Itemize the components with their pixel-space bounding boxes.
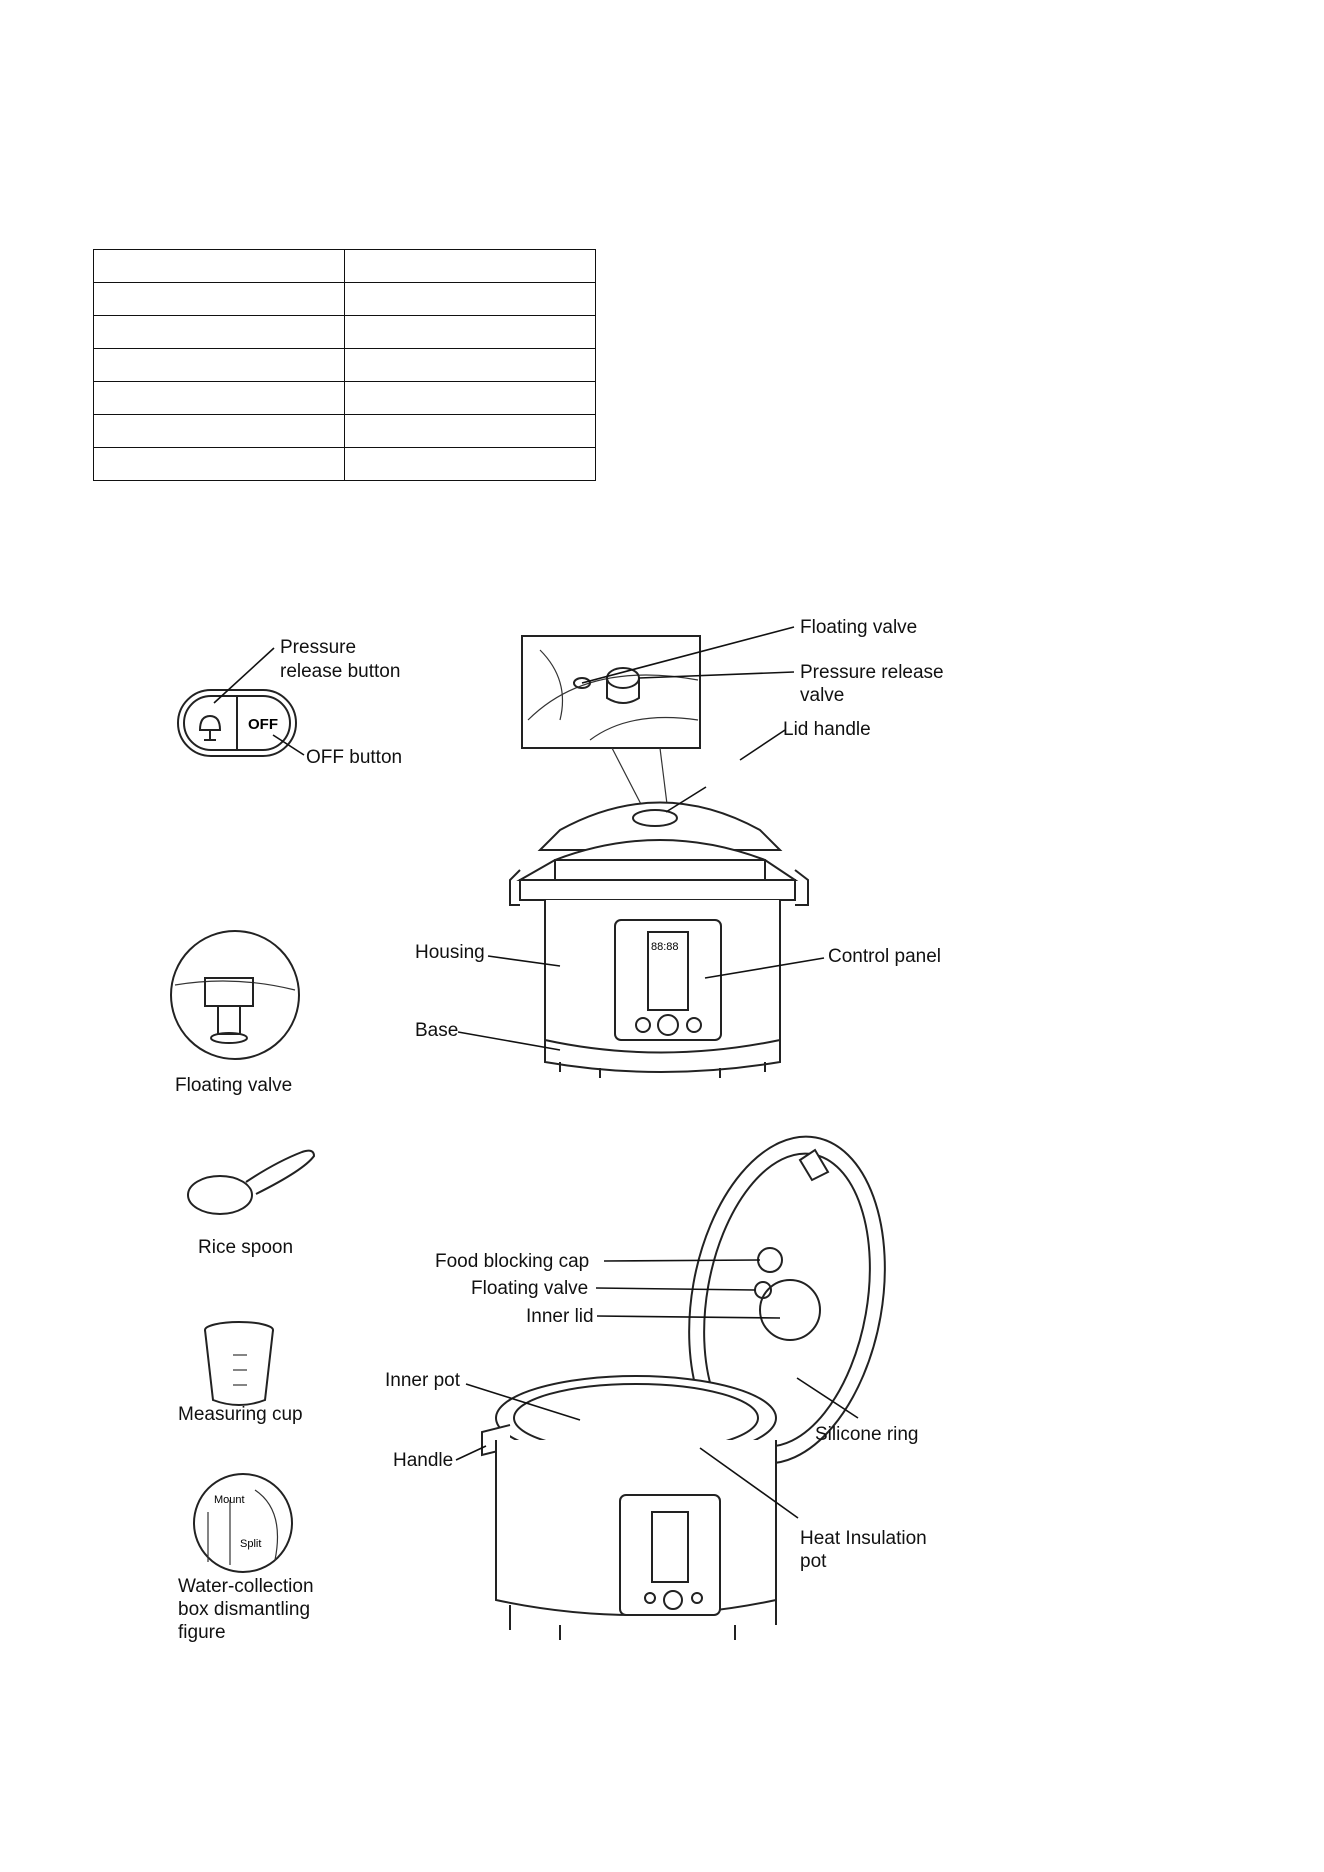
label-floating-valve-top: Floating valve — [800, 617, 918, 638]
label-split: Split — [240, 1538, 262, 1550]
label-lid-handle: Lid handle — [783, 719, 871, 740]
label-control-panel: Control panel — [828, 946, 942, 967]
button-panel-illustration — [178, 690, 296, 756]
label-mount: Mount — [214, 1494, 245, 1506]
label-housing: Housing — [415, 942, 485, 963]
label-food-blocking-cap: Food blocking cap — [435, 1251, 590, 1272]
label-pressure-release-button: Pressure release button — [280, 637, 401, 682]
label-pressure-release-valve: Pressure release valve — [800, 662, 944, 706]
label-measuring-cup: Measuring cup — [178, 1404, 303, 1425]
off-glyph: OFF — [248, 716, 278, 733]
label-inner-lid: Inner lid — [526, 1306, 594, 1327]
cooker-open-illustration — [482, 1121, 909, 1640]
label-floating-valve-lid: Floating valve — [471, 1278, 589, 1299]
label-off-button: OFF button — [306, 747, 403, 768]
floating-valve-part-illustration — [171, 931, 299, 1059]
control-panel — [615, 920, 721, 1040]
cooker-closed-illustration — [510, 803, 808, 1079]
label-rice-spoon: Rice spoon — [198, 1237, 294, 1258]
left-handle — [510, 870, 520, 905]
label-inner-pot: Inner pot — [385, 1370, 460, 1391]
rice-spoon-illustration — [188, 1151, 314, 1214]
label-silicone-ring: Silicone ring — [815, 1424, 919, 1445]
label-heat-insulation-pot: Heat Insulation pot — [800, 1528, 927, 1572]
label-floating-valve-part: Floating valve — [175, 1075, 293, 1096]
leader-food-blocking-cap — [604, 1260, 760, 1261]
valve-zoom-inset — [522, 636, 700, 748]
label-handle: Handle — [393, 1450, 454, 1471]
label-water-collection: Water-collection box dismantling figure — [178, 1576, 314, 1643]
measuring-cup-illustration — [205, 1322, 273, 1405]
display-readout: 88:88 — [651, 941, 679, 953]
label-base: Base — [415, 1020, 459, 1041]
right-handle — [795, 870, 808, 905]
water-collection-illustration — [194, 1474, 292, 1572]
